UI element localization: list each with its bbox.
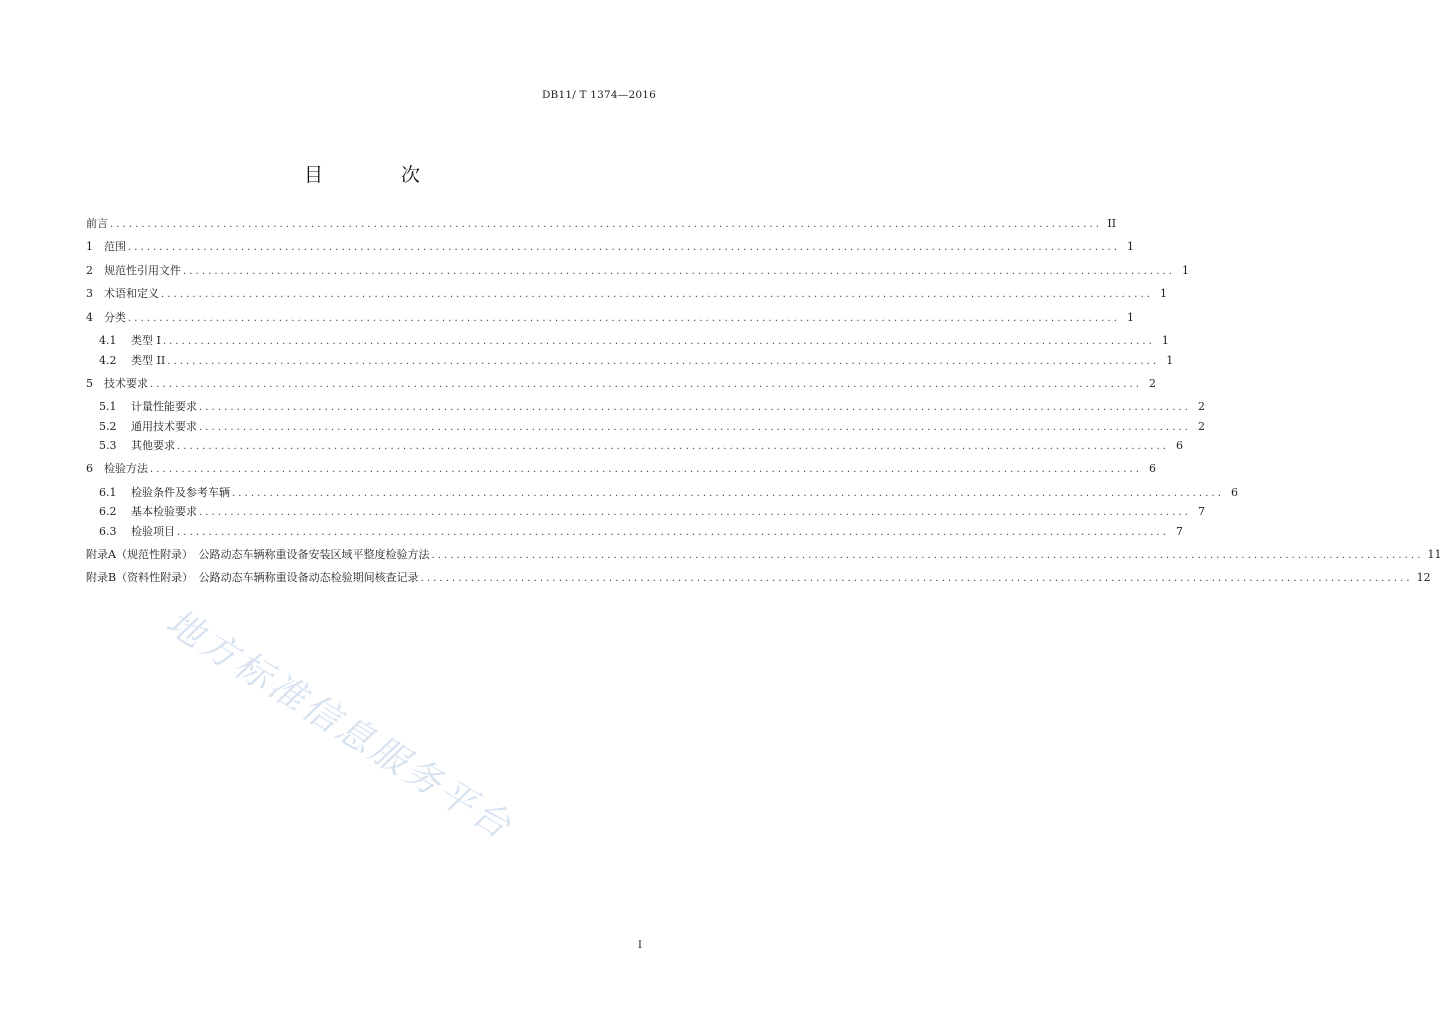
toc-entry-number: 5.2	[99, 419, 117, 433]
toc-entry-page: 11	[1427, 547, 1442, 561]
toc-entry-title: 范围	[104, 240, 126, 254]
toc-entry-title: 基本检验要求	[131, 505, 197, 519]
toc-entry-title: 技术要求	[104, 376, 148, 390]
toc-entry-page: 1	[1166, 353, 1174, 367]
toc-entry[interactable]	[86, 310, 1135, 334]
toc-entry-title: 类型 II	[131, 353, 166, 367]
toc-leader-dots: ..............................................................................................................................................................	[199, 507, 1192, 519]
toc-entry[interactable]	[86, 571, 1431, 594]
toc-entry-title: 附录A（规范性附录） 公路动态车辆称重设备安装区域平整度检验方法	[86, 547, 430, 561]
toc-entry[interactable]	[86, 485, 1239, 506]
watermark: 地方标准信息服务平台	[159, 601, 520, 849]
toc-entry-title: 通用技术要求	[131, 419, 197, 433]
toc-entry-title: 分类	[104, 310, 126, 324]
toc-entry[interactable]	[86, 547, 1442, 571]
toc-entry-number: 5.1	[99, 399, 117, 413]
toc-entry-page: II	[1107, 217, 1117, 230]
toc-entry-number: 4.1	[99, 333, 117, 347]
toc-leader-dots: ..............................................................................................................................................................	[183, 265, 1176, 277]
toc-entry-page: 2	[1198, 419, 1206, 433]
toc-entry-page: 1	[1127, 240, 1135, 254]
toc-entry-title: 计量性能要求	[131, 399, 197, 413]
toc-entry[interactable]	[86, 376, 1157, 400]
toc-entry-title: 规范性引用文件	[104, 263, 181, 277]
toc-entry-page: 7	[1198, 505, 1206, 519]
toc-entry-number: 4	[86, 310, 93, 324]
toc-leader-dots: ..............................................................................................................................................................	[177, 526, 1170, 538]
page-number: I	[637, 939, 642, 951]
toc-entry-number: 5	[86, 376, 93, 390]
toc-entry[interactable]	[86, 524, 1184, 548]
toc-entry-page: 1	[1161, 333, 1169, 347]
toc-entry-title: 前言	[86, 217, 108, 230]
toc-leader-dots: ..............................................................................................................................................................	[150, 378, 1143, 390]
toc-entry[interactable]	[86, 217, 1117, 240]
toc-entry-number: 3	[86, 287, 93, 301]
toc-entry[interactable]	[86, 263, 1190, 287]
toc-leader-dots: ..............................................................................................................................................................	[167, 355, 1160, 367]
toc-entry-page: 1	[1160, 287, 1168, 301]
toc-entry[interactable]	[86, 333, 1169, 354]
toc-entry-number: 1	[86, 240, 93, 254]
toc-entry[interactable]	[86, 439, 1184, 462]
toc-leader-dots: ..............................................................................................................................................................	[162, 335, 1155, 347]
toc-leader-dots: ..............................................................................................................................................................	[420, 573, 1413, 585]
toc-leader-dots: ..............................................................................................................................................................	[431, 549, 1424, 561]
toc-leader-dots: ..............................................................................................................................................................	[232, 487, 1225, 499]
toc-title: 目 次	[303, 164, 457, 186]
document-code: DB11/ T 1374—2016	[541, 89, 656, 101]
toc-entry-title: 类型 I	[131, 333, 161, 347]
toc-entry[interactable]	[86, 240, 1135, 263]
toc-leader-dots: ..............................................................................................................................................................	[199, 401, 1192, 413]
toc-entry-page: 6	[1149, 462, 1157, 476]
toc-leader-dots: ..............................................................................................................................................................	[161, 289, 1154, 301]
toc-entry-page: 6	[1176, 439, 1184, 453]
toc-entry-number: 4.2	[99, 353, 117, 367]
toc-entry-number: 6	[86, 462, 93, 476]
toc-entry[interactable]	[86, 462, 1157, 485]
toc-entry-page: 1	[1182, 263, 1190, 277]
toc-entry-page: 2	[1149, 376, 1157, 390]
toc-entry-number: 6.2	[99, 505, 117, 519]
toc-leader-dots: ..............................................................................................................................................................	[128, 312, 1121, 324]
toc-entry-number: 6.3	[99, 524, 117, 538]
toc-entry-title: 术语和定义	[104, 287, 159, 301]
toc-leader-dots: ..............................................................................................................................................................	[110, 219, 1103, 230]
toc-entry-title: 其他要求	[131, 439, 175, 453]
toc-entry-page: 6	[1231, 485, 1239, 499]
toc-entry-number: 2	[86, 263, 93, 277]
toc-entry-title: 附录B（资料性附录） 公路动态车辆称重设备动态检验期间核查记录	[86, 571, 419, 585]
toc-leader-dots: ..............................................................................................................................................................	[150, 464, 1143, 476]
toc-entry-number: 5.3	[99, 439, 117, 453]
toc-entry[interactable]	[86, 419, 1206, 440]
toc-entry-title: 检验项目	[131, 524, 175, 538]
toc-entry-page: 1	[1127, 310, 1135, 324]
toc-leader-dots: ..............................................................................................................................................................	[199, 421, 1192, 433]
toc-entry-page: 12	[1416, 571, 1431, 585]
toc-entry[interactable]	[86, 287, 1168, 310]
toc-leader-dots: ..............................................................................................................................................................	[128, 242, 1121, 254]
toc-entry[interactable]	[86, 505, 1206, 525]
toc-entry-title: 检验条件及参考车辆	[131, 485, 230, 499]
toc-entry[interactable]	[86, 353, 1174, 377]
toc-entry-page: 7	[1176, 524, 1184, 538]
toc-entry-title: 检验方法	[104, 462, 148, 476]
toc-leader-dots: ..............................................................................................................................................................	[177, 441, 1170, 453]
toc-entry-page: 2	[1198, 399, 1206, 413]
toc-entry-number: 6.1	[99, 485, 117, 499]
table-of-contents	[86, 217, 1442, 594]
toc-entry[interactable]	[86, 399, 1206, 420]
